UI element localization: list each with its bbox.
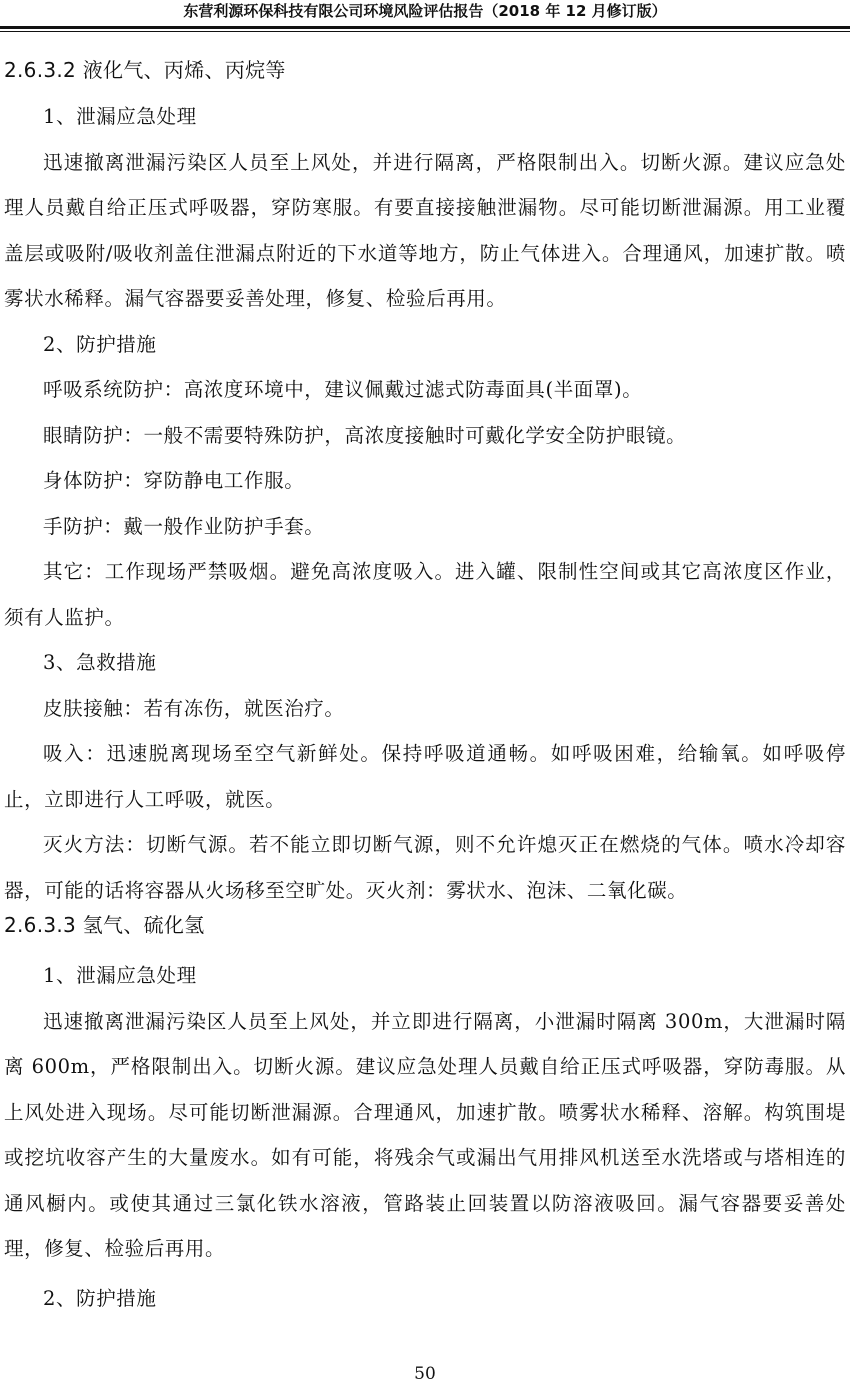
section-heading: 2.6.3.3 氢气、硫化氢 <box>4 913 205 937</box>
paragraph: 迅速撤离泄漏污染区人员至上风处，并立即进行隔离，小泄漏时隔离 300m，大泄漏时隔离 600m，严格限制出入。切断火源。建议应急处理人员戴自给正压式呼吸器，穿防毒服。从上风处进入现场。尽可能切断泄漏源。合理通风，加速扩散。喷雾状水稀释、溶解。构筑围堤或挖坑收容产生的大量废水。如有可能，将残余气或漏出气用排风机送至水洗塔或与塔相连的通风橱内。或使其通过三氯化铁水溶液，管路装止回装置以防溶液吸回。漏气容器要妥善处理，修复、检验后再用。 <box>4 1009 846 1260</box>
page-number: 50 <box>414 1364 436 1384</box>
subheading: 1、泄漏应急处理 <box>43 964 197 987</box>
paragraph: 皮肤接触：若有冻伤，就医治疗。 <box>43 696 345 720</box>
page-header: 东营利源环保科技有限公司环境风险评估报告（2018 年 12 月修订版） <box>183 2 667 20</box>
subheading: 1、泄漏应急处理 <box>43 105 197 128</box>
subheading: 2、防护措施 <box>43 1286 157 1310</box>
header-divider-thin <box>0 31 850 32</box>
document-body <box>4 50 846 1321</box>
section-heading: 2.6.3.2 液化气、丙烯、丙烷等 <box>4 58 286 82</box>
paragraph: 呼吸系统防护：高浓度环境中，建议佩戴过滤式防毒面具(半面罩)。 <box>43 378 643 401</box>
paragraph: 身体防护：穿防静电工作服。 <box>43 469 305 492</box>
subheading: 2、防护措施 <box>43 332 157 356</box>
paragraph: 眼睛防护：一般不需要特殊防护，高浓度接触时可戴化学安全防护眼镜。 <box>43 423 687 447</box>
subheading: 3、急救措施 <box>43 651 157 674</box>
header-divider <box>0 26 850 29</box>
paragraph: 吸入：迅速脱离现场至空气新鲜处。保持呼吸道通畅。如呼吸困难，给输氧。如呼吸停止，立即进行人工呼吸，就医。 <box>4 742 846 811</box>
paragraph: 灭火方法：切断气源。若不能立即切断气源，则不允许熄灭正在燃烧的气体。喷水冷却容器，可能的话将容器从火场移至空旷处。灭火剂：雾状水、泡沫、二氧化碳。 <box>4 833 846 902</box>
paragraph: 其它：工作现场严禁吸烟。避免高浓度吸入。进入罐、限制性空间或其它高浓度区作业，须有人监护。 <box>4 560 846 629</box>
paragraph: 迅速撤离泄漏污染区人员至上风处，并进行隔离，严格限制出入。切断火源。建议应急处理人员戴自给正压式呼吸器，穿防寒服。有要直接接触泄漏物。尽可能切断泄漏源。用工业覆盖层或吸附/吸收剂盖住泄漏点附近的下水道等地方，防止气体进入。合理通风，加速扩散。喷雾状水稀释。漏气容器要妥善处理，修复、检验后再用。 <box>4 150 846 310</box>
paragraph: 手防护：戴一般作业防护手套。 <box>43 514 325 538</box>
